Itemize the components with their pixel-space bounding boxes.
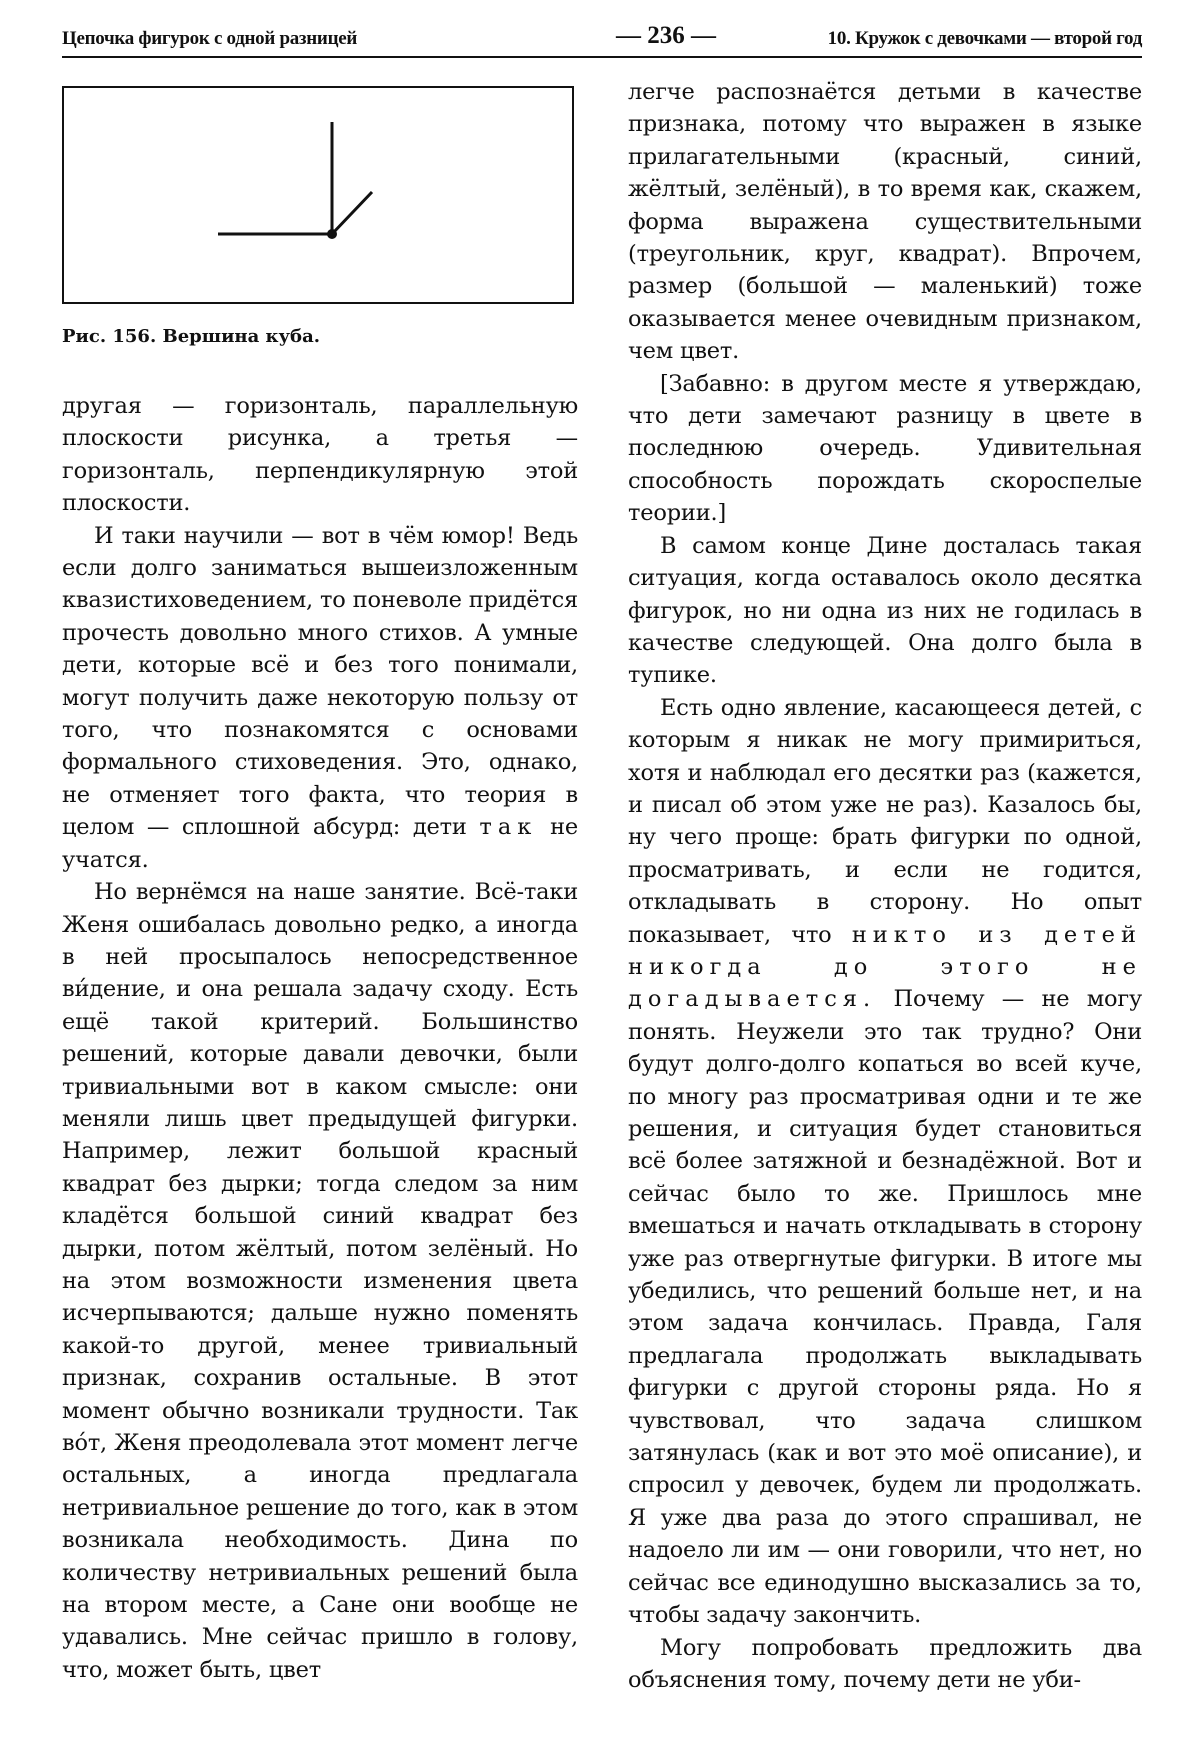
header-chapter-title: 10. Кружок с девочками — второй год — [827, 28, 1142, 49]
text-span: Почему — не могу понять. Неужели это так трудно? Они будут долго-долго копаться во всей куче, по многу раз просматривая одни и те же решения, и ситуация будет становиться всё более затяжной и безнадёжной. Вот и сейчас было то же. Пришлось мне вмешаться и начать откладывать в сторону уже раз отвергнутые фигурки. В итоге мы убедились, что решений больше нет, и на этом задача кончилась. Правда, Галя предлагала продолжать выкладывать фигурки с другой стороны ряда. Но я чувствовал, что задача слишком затянулась (как и вот это моё описание), и спросил у девочек, будем ли продолжать. Я уже два раза до этого спрашивал, не надоело ли им — они говорили, что нет, но сейчас все единодушно высказались за то, чтобы задачу закончить. — [628, 986, 1142, 1629]
figure-cube-vertex — [62, 86, 574, 304]
paragraph: В самом конце Дине досталась такая ситуация, когда оставалось около десятка фигурок, но ни одна из них не годилась в качестве следующей. Она долго была в тупике. — [628, 532, 1142, 689]
paragraph — [628, 692, 1142, 1632]
paragraph: другая — горизонталь, параллельную плоскости рисунка, а третья — горизонталь, перпендикулярную этой плоскости. — [62, 393, 578, 517]
paragraph — [62, 520, 578, 876]
emphasis-spaced: так — [479, 814, 538, 841]
paragraph: Но вернёмся на наше занятие. Всё-таки Женя ошибалась довольно редко, а иногда в ней просыпалось непосредственное ви́дение, и она решала задачу сходу. Есть ещё такой критерий. Большинство решений, которые давали девочки, были тривиальными вот в каком смысле: они меняли лишь цвет предыдущей фигурки. Например, лежит большой красный квадрат без дырки; тогда следом за ним кладётся большой синий квадрат без дырки, потом жёлтый, потом зелёный. Но на этом возможности изменения цвета исчерпываются; дальше нужно поменять какой-то другой, менее тривиальный признак, сохранив остальные. В этот момент обычно возникали трудности. Так во́т, Женя преодолевала этот момент легче остальных, а иногда предлагала нетривиальное решение до того, как в этом возникала необходимость. Дина по количеству нетривиальных решений была на втором месте, а Сане они вообще не удавались. Мне сейчас пришло в голову, что, может быть, цвет — [62, 879, 578, 1683]
running-header — [62, 22, 1142, 58]
paragraph: [Забавно: в другом месте я утверждаю, что дети замечают разницу в цвете в последнюю очередь. Удивительная способность порождать скороспелые теории.] — [628, 370, 1142, 527]
text-span: И таки научили — вот в чём юмор! Ведь если долго заниматься вышеизложенным квазистиховедением, то поневоле придётся прочесть довольно много стихов. А умные дети, которые всё и без того понимали, могут получить даже некоторую пользу от того, что познакомятся с основами формального стиховедения. Это, однако, не отменяет того факта, что теория в целом — сплошной абсурд: дети — [62, 522, 578, 841]
emphasis-spaced: никто из детей никогда до этого не догадывается. — [628, 921, 1142, 1013]
page-number: — 236 — — [616, 22, 716, 49]
right-column — [628, 76, 1142, 1696]
vertex-point — [327, 229, 337, 239]
left-column — [62, 390, 578, 1686]
header-section-title: Цепочка фигурок с одной разницей — [62, 28, 357, 49]
paragraph: легче распознаётся детьми в качестве признака, потому что выражен в языке прилагательными (красный, синий, жёлтый, зелёный), в то время как, скажем, форма выражена существительными (треугольник, круг, квадрат). Впрочем, размер (большой — маленький) тоже оказывается менее очевидным признаком, чем цвет. — [628, 79, 1142, 365]
paragraph: Могу попробовать предложить два объяснения тому, почему дети не уби- — [628, 1634, 1142, 1693]
text-span: не учатся. — [62, 814, 578, 873]
diagonal-edge — [332, 192, 372, 234]
cube-vertex-diagram — [64, 88, 576, 306]
text-span: Есть одно явление, касающееся детей, с которым я никак не могу примириться, хотя и наблюдал его десятки раз (кажется, и писал об этом уже не раз). Казалось бы, ну чего проще: брать фигурки по одной, просматривать, и если не годится, откладывать в сторону. Но опыт показывает, что — [628, 694, 1142, 948]
figure-caption: Рис. 156. Вершина куба. — [62, 326, 320, 347]
